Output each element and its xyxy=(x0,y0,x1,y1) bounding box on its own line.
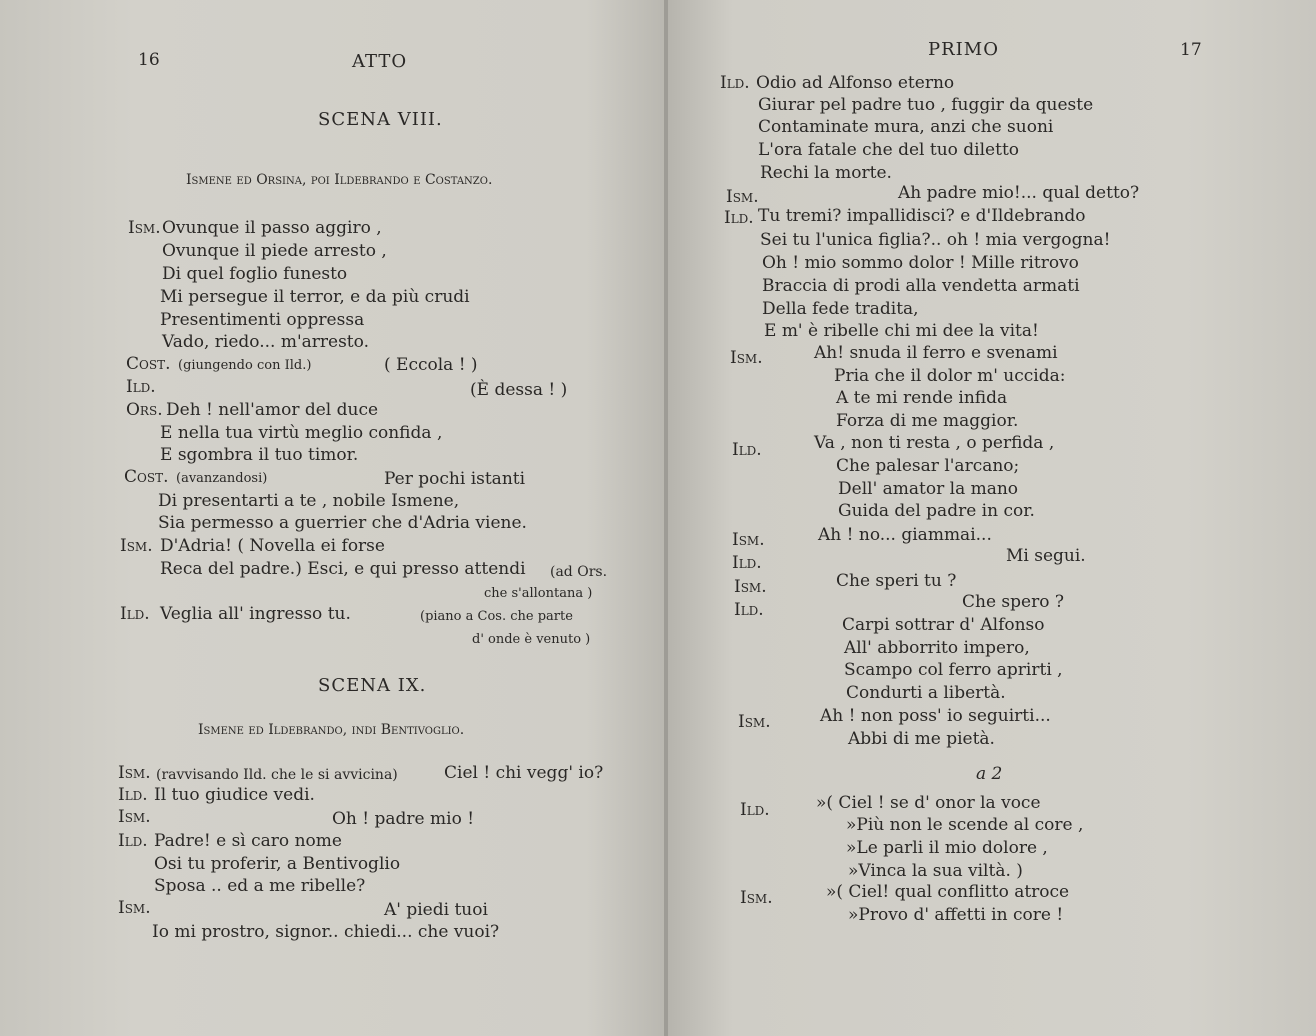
verse-line: Scampo col ferro aprirti , xyxy=(844,660,1063,680)
speaker: Ism. xyxy=(734,577,767,597)
verse-line: Veglia all' ingresso tu. xyxy=(160,604,351,624)
verse-line: A' piedi tuoi xyxy=(384,900,488,920)
speaker: Ild. xyxy=(126,377,156,397)
verse-line: Di quel foglio funesto xyxy=(162,264,348,284)
verse-line: Ah padre mio!... qual detto? xyxy=(898,183,1140,203)
verse-line: Tu tremi? impallidisci? e d'Ildebrando xyxy=(758,206,1086,226)
scene-cast: Ismene ed Orsina, poi Ildebrando e Costanzo. xyxy=(186,172,493,188)
verse-line: Ah ! non poss' io seguirti... xyxy=(820,706,1051,726)
speaker: Ism. xyxy=(128,218,161,238)
verse-line: Braccia di prodi alla vendetta armati xyxy=(762,276,1080,296)
speaker: Ism. xyxy=(726,187,759,207)
verse-line: Di presentarti a te , nobile Ismene, xyxy=(158,491,460,511)
verse-line: Dell' amator la mano xyxy=(838,479,1019,499)
verse-line: Pria che il dolor m' uccida: xyxy=(834,366,1066,386)
verse-line: All' abborrito impero, xyxy=(844,638,1030,658)
speaker: Ild. xyxy=(118,785,148,805)
verse-line: Giurar pel padre tuo , fuggir da queste xyxy=(758,95,1094,115)
stage-direction: (ravvisando Ild. che le si avvicina) xyxy=(156,767,398,783)
verse-line: Sia permesso a guerrier che d'Adria viene. xyxy=(158,513,527,533)
speaker: Ild. xyxy=(120,604,150,624)
stage-direction: che s'allontana ) xyxy=(484,586,593,601)
page-number: 17 xyxy=(1180,40,1202,60)
duet-marker: a 2 xyxy=(976,764,1003,784)
verse-line: Che palesar l'arcano; xyxy=(836,456,1020,476)
stage-direction: (piano a Cos. che parte xyxy=(420,609,573,624)
scene-cast: Ismene ed Ildebrando, indi Bentivoglio. xyxy=(198,722,465,738)
verse-line: Oh ! padre mio ! xyxy=(332,809,475,829)
speaker: Cost. xyxy=(126,354,171,374)
verse-line: Che speri tu ? xyxy=(836,571,957,591)
speaker: Ild. xyxy=(734,600,764,620)
speaker: Ild. xyxy=(720,73,750,93)
verse-line: Per pochi istanti xyxy=(384,469,526,489)
verse-line: »( Ciel ! se d' onor la voce xyxy=(816,793,1041,813)
verse-line: Reca del padre.) Esci, e qui presso attendi xyxy=(160,559,526,579)
verse-line: Condurti a libertà. xyxy=(846,683,1006,703)
verse-line: Della fede tradita, xyxy=(762,299,919,319)
right-page xyxy=(668,0,1316,1036)
scene-title: SCENA IX. xyxy=(318,675,427,696)
verse-line: Il tuo giudice vedi. xyxy=(154,785,315,805)
verse-line: Sposa .. ed a me ribelle? xyxy=(154,876,366,896)
verse-line: Ah! snuda il ferro e svenami xyxy=(814,343,1058,363)
speaker: Ism. xyxy=(120,536,153,556)
verse-line: Va , non ti resta , o perfida , xyxy=(814,433,1055,453)
speaker: Cost. xyxy=(124,467,169,487)
verse-line: Deh ! nell'amor del duce xyxy=(166,400,379,420)
verse-line: Ovunque il passo aggiro , xyxy=(162,218,382,238)
verse-line: Mi segui. xyxy=(1006,546,1086,566)
verse-line: E m' è ribelle chi mi dee la vita! xyxy=(764,321,1039,341)
speaker: Ild. xyxy=(740,800,770,820)
speaker: Ism. xyxy=(740,888,773,908)
verse-line: »Più non le scende al core , xyxy=(846,815,1084,835)
verse-line: Padre! e sì caro nome xyxy=(154,831,342,851)
verse-line: E sgombra il tuo timor. xyxy=(160,445,359,465)
verse-line: »Vinca la sua viltà. ) xyxy=(848,861,1023,881)
verse-line: Oh ! mio sommo dolor ! Mille ritrovo xyxy=(762,253,1079,273)
speaker: Ild. xyxy=(724,208,754,228)
verse-line: Sei tu l'unica figlia?.. oh ! mia vergogna! xyxy=(760,230,1111,250)
verse-line: Mi persegue il terror, e da più crudi xyxy=(160,287,470,307)
verse-line: (È dessa ! ) xyxy=(470,380,568,400)
speaker: Ild. xyxy=(732,553,762,573)
speaker: Ild. xyxy=(732,440,762,460)
verse-line: Forza di me maggior. xyxy=(836,411,1019,431)
stage-direction: d' onde è venuto ) xyxy=(472,632,591,647)
speaker: Ism. xyxy=(118,763,151,783)
page-number: 16 xyxy=(138,50,160,70)
speaker: Ism. xyxy=(730,348,763,368)
stage-direction: (giungendo con Ild.) xyxy=(178,358,312,373)
verse-line: A te mi rende infida xyxy=(836,388,1008,408)
running-head: PRIMO xyxy=(928,39,999,60)
verse-line: Contaminate mura, anzi che suoni xyxy=(758,117,1054,137)
verse-line: Guida del padre in cor. xyxy=(838,501,1035,521)
verse-line: E nella tua virtù meglio confida , xyxy=(160,423,443,443)
verse-line: »Provo d' affetti in core ! xyxy=(848,905,1064,925)
verse-line: Io mi prostro, signor.. chiedi... che vuoi? xyxy=(152,922,500,942)
stage-direction: (avanzandosi) xyxy=(176,471,268,486)
speaker: Ism. xyxy=(118,898,151,918)
verse-line: D'Adria! ( Novella ei forse xyxy=(160,536,385,556)
verse-line: Rechi la morte. xyxy=(760,163,892,183)
verse-line: »( Ciel! qual conflitto atroce xyxy=(826,882,1070,902)
verse-line: »Le parli il mio dolore , xyxy=(846,838,1048,858)
verse-line: Ah ! no... giammai... xyxy=(818,525,992,545)
verse-line: Odio ad Alfonso eterno xyxy=(756,73,955,93)
speaker: Ors. xyxy=(126,400,163,420)
running-head: ATTO xyxy=(352,51,408,72)
verse-line: Ovunque il piede arresto , xyxy=(162,241,387,261)
verse-line: Vado, riedo... m'arresto. xyxy=(162,332,369,352)
verse-line: ( Eccola ! ) xyxy=(384,355,478,375)
stage-direction: (ad Ors. xyxy=(550,564,608,580)
verse-line: Osi tu proferir, a Bentivoglio xyxy=(154,854,401,874)
verse-line: Che spero ? xyxy=(962,592,1064,612)
speaker: Ism. xyxy=(738,712,771,732)
speaker: Ism. xyxy=(118,807,151,827)
verse-line: Presentimenti oppressa xyxy=(160,310,365,330)
verse-line: Carpi sottrar d' Alfonso xyxy=(842,615,1045,635)
verse-line: L'ora fatale che del tuo diletto xyxy=(758,140,1020,160)
verse-line: Abbi di me pietà. xyxy=(848,729,995,749)
verse-line: Ciel ! chi vegg' io? xyxy=(444,763,604,783)
scene-title: SCENA VIII. xyxy=(318,109,443,130)
speaker: Ild. xyxy=(118,831,148,851)
speaker: Ism. xyxy=(732,530,765,550)
